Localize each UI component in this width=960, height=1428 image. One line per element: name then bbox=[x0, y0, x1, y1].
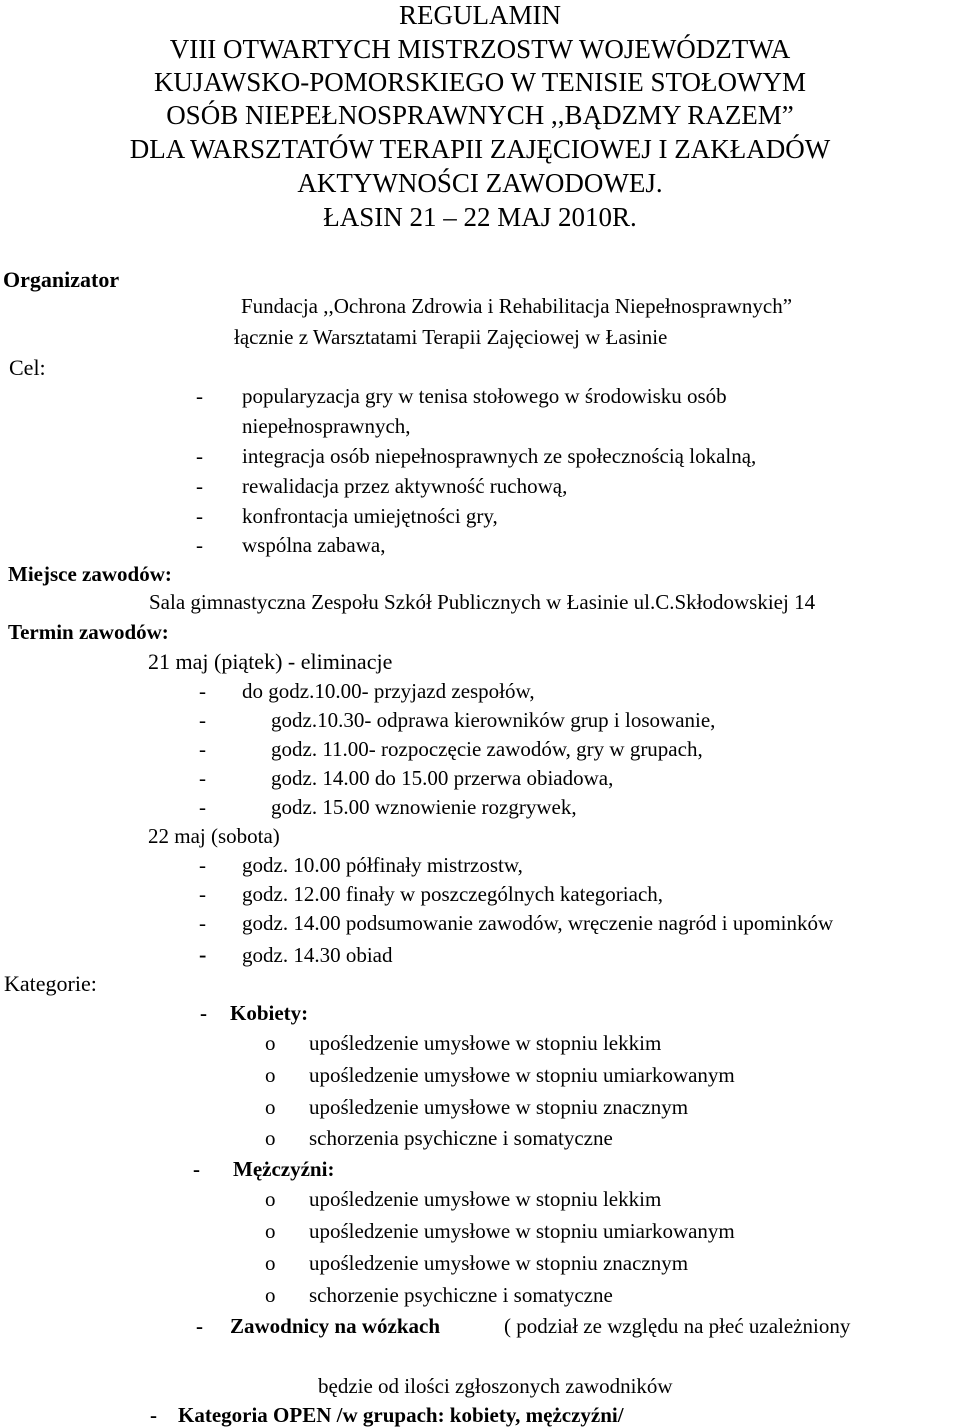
kobiety-label: Kobiety: bbox=[230, 1001, 309, 1025]
kategorie-heading: Kategorie: bbox=[4, 971, 97, 996]
category-dash: - bbox=[200, 1001, 207, 1025]
wozki-text: ( podział ze względu na płeć uzależniony bbox=[504, 1314, 851, 1338]
schedule-item: godz. 12.00 finały w poszczególnych kategoriach, bbox=[242, 882, 664, 906]
schedule-item: godz.10.30- odprawa kierowników grup i losowanie, bbox=[271, 708, 716, 732]
title-line-4: OSÓB NIEPEŁNOSPRAWNYCH ,,BĄDZMY RAZEM” bbox=[166, 100, 794, 130]
organizator-line-2: łącznie z Warsztatami Terapii Zajęciowej w Łasinie bbox=[234, 325, 668, 349]
bullet-icon: o bbox=[265, 1063, 276, 1087]
schedule-dash: - bbox=[199, 795, 206, 819]
category-item: schorzenia psychiczne i somatyczne bbox=[309, 1126, 613, 1150]
category-item: upośledzenie umysłowe w stopniu znacznym bbox=[309, 1095, 689, 1119]
title-line-5: DLA WARSZTATÓW TERAPII ZAJĘCIOWEJ I ZAKŁADÓW bbox=[129, 134, 831, 164]
cel-dash: - bbox=[196, 504, 203, 528]
cel-dash: - bbox=[196, 533, 203, 557]
cel-item-1-cont: niepełnosprawnych, bbox=[242, 414, 411, 438]
cel-item-4: konfrontacja umiejętności gry, bbox=[242, 504, 498, 528]
cel-dash: - bbox=[196, 384, 203, 408]
schedule-dash: - bbox=[199, 737, 206, 761]
title-line-6: AKTYWNOŚCI ZAWODOWEJ. bbox=[297, 168, 663, 198]
schedule-item: do godz.10.00- przyjazd zespołów, bbox=[242, 679, 535, 703]
schedule-item: godz. 14.00 do 15.00 przerwa obiadowa, bbox=[271, 766, 614, 790]
schedule-dash: - bbox=[199, 882, 206, 906]
bullet-icon: o bbox=[265, 1283, 276, 1307]
schedule-dash: - bbox=[199, 942, 207, 967]
cel-dash: - bbox=[196, 444, 203, 468]
title-line-2: VIII OTWARTYCH MISTRZOSTW WOJEWÓDZTWA bbox=[169, 34, 791, 64]
miejsce-text: Sala gimnastyczna Zespołu Szkół Publicznych w Łasinie ul.C.Skłodowskiej 14 bbox=[149, 590, 816, 614]
bullet-icon: o bbox=[265, 1187, 276, 1211]
cel-item-1: popularyzacja gry w tenisa stołowego w środowisku osób bbox=[242, 384, 727, 408]
schedule-dash: - bbox=[199, 911, 206, 935]
category-item: upośledzenie umysłowe w stopniu lekkim bbox=[309, 1187, 662, 1211]
schedule-item: godz. 14.00 podsumowanie zawodów, wręczenie nagród i upominków bbox=[242, 911, 834, 935]
category-item: upośledzenie umysłowe w stopniu umiarkowanym bbox=[309, 1063, 735, 1087]
wozki-cont: będzie od ilości zgłoszonych zawodników bbox=[318, 1374, 673, 1398]
schedule-item: godz. 15.00 wznowienie rozgrywek, bbox=[271, 795, 577, 819]
termin-day-1: 21 maj (piątek) - eliminacje bbox=[148, 649, 393, 674]
bullet-icon: o bbox=[265, 1219, 276, 1243]
schedule-item: godz. 14.30 obiad bbox=[242, 943, 393, 967]
category-item: upośledzenie umysłowe w stopniu umiarkowanym bbox=[309, 1219, 735, 1243]
wozki-label: Zawodnicy na wózkach bbox=[230, 1314, 441, 1338]
cel-heading: Cel: bbox=[9, 355, 46, 380]
schedule-dash: - bbox=[199, 766, 206, 790]
organizator-heading: Organizator bbox=[3, 267, 120, 292]
category-item: upośledzenie umysłowe w stopniu znacznym bbox=[309, 1251, 689, 1275]
schedule-dash: - bbox=[199, 708, 206, 732]
cel-item-5: wspólna zabawa, bbox=[242, 533, 386, 557]
category-dash: - bbox=[193, 1157, 200, 1181]
schedule-item: godz. 11.00- rozpoczęcie zawodów, gry w grupach, bbox=[271, 737, 703, 761]
cel-item-2: integracja osób niepełnosprawnych ze społecznością lokalną, bbox=[242, 444, 757, 468]
open-label: Kategoria OPEN /w grupach: kobiety, mężczyźni/ bbox=[178, 1403, 624, 1427]
bullet-icon: o bbox=[265, 1251, 276, 1275]
bullet-icon: o bbox=[265, 1031, 276, 1055]
cel-dash: - bbox=[196, 474, 203, 498]
bullet-icon: o bbox=[265, 1095, 276, 1119]
category-dash: - bbox=[150, 1403, 157, 1427]
termin-heading: Termin zawodów: bbox=[8, 620, 169, 644]
cel-item-3: rewalidacja przez aktywność ruchową, bbox=[242, 474, 568, 498]
category-item: upośledzenie umysłowe w stopniu lekkim bbox=[309, 1031, 662, 1055]
organizator-line-1: Fundacja ,,Ochrona Zdrowia i Rehabilitacja Niepełnosprawnych” bbox=[241, 294, 793, 318]
miejsce-heading: Miejsce zawodów: bbox=[8, 562, 172, 586]
schedule-dash: - bbox=[199, 853, 206, 877]
bullet-icon: o bbox=[265, 1126, 276, 1150]
title-line-7: ŁASIN 21 – 22 MAJ 2010R. bbox=[323, 202, 637, 232]
category-item: schorzenie psychiczne i somatyczne bbox=[309, 1283, 613, 1307]
title-line-3: KUJAWSKO-POMORSKIEGO W TENISIE STOŁOWYM bbox=[153, 67, 807, 97]
mezczyzni-label: Mężczyźni: bbox=[233, 1157, 335, 1181]
termin-day-2: 22 maj (sobota) bbox=[148, 824, 280, 848]
schedule-dash: - bbox=[199, 679, 206, 703]
schedule-item: godz. 10.00 półfinały mistrzostw, bbox=[242, 853, 523, 877]
category-dash: - bbox=[196, 1314, 203, 1338]
title-line-1: REGULAMIN bbox=[399, 0, 561, 30]
